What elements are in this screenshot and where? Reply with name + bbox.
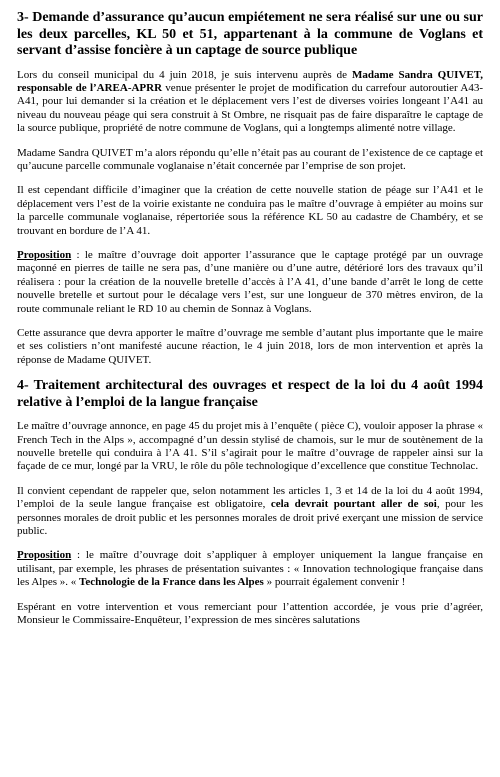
section-4-proposition <box>17 549 483 589</box>
bold-span: Technologie de la France dans les Alpes <box>79 576 264 589</box>
section-3-paragraph-5: Cette assurance que devra apporter le maître d’ouvrage me semble d’autant plus importante que le maire et ses colistiers n’ont manifesté aucune réaction, le 4 juin 2018, lors de mon intervention et après la réponse de Madame QUIVET. <box>17 327 483 366</box>
proposition-label: Proposition <box>17 549 72 562</box>
section-4-paragraph-1: Le maître d’ouvrage annonce, en page 45 du projet mis à l’enquête ( pièce C), vouloir apposer la phrase « French Tech in the Alps », accompagné d’un dessin stylisé de chamois, sur le mur de soutènement de la nouvelle bretelle qui conduira à l’A 41. S’il s’agirait pour le maître d’ouvrage de rappeler ainsi sur la façade de ce mur, longé par la VRU, le rôle du pôle technologique d’excellence que constitue Technolac. <box>17 420 483 473</box>
text-span: Lors du conseil municipal du 4 juin 2018, je suis intervenu auprès de <box>17 68 352 81</box>
section-3-heading: 3- Demande d’assurance qu’aucun empiétement ne sera réalisé sur une ou sur les deux parcelles, KL 50 et 51, appartenant à la commune de Voglans et servant d’assise foncière à un captage de source publique <box>17 10 483 58</box>
bold-span: cela devrait pourtant aller de soi <box>270 498 437 511</box>
text-span: : le maître d’ouvrage doit apporter l’assurance que le captage protégé par un ouvrage maçonné en pierres de taille ne sera pas, d’une manière ou d’une autre, détérioré lors des travaux qu’il réalisera : pour la création de la nouvelle bretelle d’accès à l’A 41, d’une bande d’arrêt le long de cette nouvelle bretelle et surtout pour le décalage vers l’est, sur une longueur de 370 mètres environ, de la route communale reliant le RD 10 au chemin de Sonnaz à Voglans. <box>17 248 483 315</box>
text-span: » pourrait également convenir ! <box>263 576 406 589</box>
section-4-heading: 4- Traitement architectural des ouvrages et respect de la loi du 4 août 1994 relative à l’emploi de la langue française <box>17 378 483 410</box>
bold-span: Madame Sandra QUIVET, responsable de l’AREA-APRR <box>17 68 484 94</box>
text-span: Il convient cependant de rappeler que, selon notamment les articles 1, 3 et 14 de la loi du 4 août 1994, l’emploi de la seule langue française est obligatoire, <box>17 484 483 511</box>
section-3-proposition <box>17 249 483 316</box>
section-3-paragraph-2: Madame Sandra QUIVET m’a alors répondu qu’elle n’était pas au courant de l’existence de ce captage et qu’aucune parcelle communale voglanaise n’était concernée par l’emprise de son projet. <box>17 146 483 172</box>
text-span: , pour les personnes morales de droit public et les personnes morales de droit privé exerçant une mission de service public. <box>17 498 483 538</box>
section-3-paragraph-3: Il est cependant difficile d’imaginer que la création de cette nouvelle station de péage sur l’A41 et le déplacement vers l’est de la voirie existante ne conduira pas le maître d’ouvrage à empiéter au moins sur la parcelle communale voglanaise, répertoriée sous la référence KL 50 au cadastre de Chambéry, et se trouvant en bordure de l’A 41. <box>17 184 483 237</box>
text-span: : le maître d’ouvrage doit s’appliquer à employer uniquement la langue française en utilisant, par exemple, les phrases de présentation suivantes : « Innovation technologique française dans les Alpes ». « <box>17 549 483 589</box>
section-3-paragraph-1 <box>17 69 483 136</box>
closing-paragraph: Espérant en votre intervention et vous remerciant pour l’attention accordée, je vous prie d’agréer, Monsieur le Commissaire-Enquêteur, l’expression de mes sincères salutations <box>17 600 483 627</box>
text-span: venue présenter le projet de modification du carrefour autoroutier A43-A41, pour lui demander si la création et le déplacement vers l’est de diverses voiries longeant l’A41 au niveau du nouveau péage qui sera construit à St Ombre, ne risquait pas de faire disparaître le captage de la source publique, propriété de notre commune de Voglans, qui a longtemps alimenté notre village. <box>17 81 483 135</box>
section-4-paragraph-2 <box>17 485 483 539</box>
proposition-label: Proposition <box>17 248 72 261</box>
